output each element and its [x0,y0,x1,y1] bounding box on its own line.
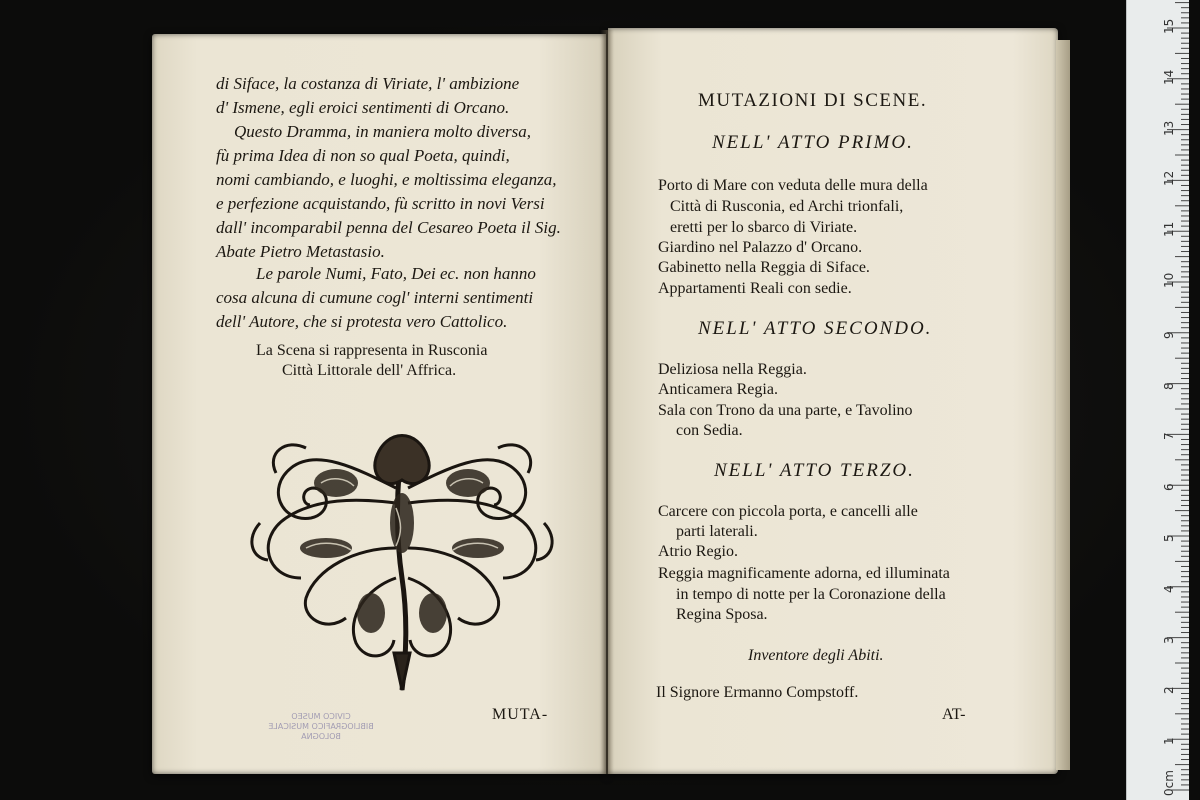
scene-line: Porto di Mare con veduta delle mura della [658,177,928,194]
scene-line: Gabinetto nella Reggia di Siface. [658,259,870,276]
stamp-line: CIVICO MUSEO [291,712,351,721]
left-text-line: Questo Dramma, in maniera molto diversa, [234,122,532,141]
scene-line: con Sedia. [676,422,743,439]
scene-line: parti laterali. [676,523,758,540]
library-stamp [246,712,396,762]
left-text-line: fù prima Idea di non so qual Poeta, quindi, [216,146,510,165]
page-title: MUTAZIONI DI SCENE. [698,90,928,111]
act-heading: NELL' ATTO PRIMO. [712,132,914,153]
ruler-number: 6 [1162,483,1176,492]
costume-designer: Il Signore Ermanno Compstoff. [656,684,859,701]
ruler-number: 8 [1162,381,1176,390]
ruler-number: 9 [1162,331,1176,339]
note-line: Le parole Numi, Fato, Dei ec. non hanno [256,264,536,283]
act-heading: NELL' ATTO SECONDO. [698,318,933,339]
scene-line: Giardino nel Palazzo d' Orcano. [658,239,863,256]
scene-line: Anticamera Regia. [658,381,778,398]
scene-line: in tempo di notte per la Coronazione della [676,586,946,603]
stamp-line: BOLOGNA [301,732,341,741]
ruler-number: 3 [1162,635,1176,644]
left-text-line: e perfezione acquistando, fù scritto in novi Versi [216,194,545,213]
left-catchword: MUTA- [492,706,549,723]
ruler-number: 11 [1162,221,1176,238]
measuring-scale [1126,0,1189,800]
ruler-number: 15 [1162,18,1176,34]
ruler-number: 12 [1162,171,1176,187]
scene-line: Regina Sposa. [676,606,768,623]
scene-line: Sala con Trono da una parte, e Tavolino [658,402,913,419]
ruler-number: 10 [1162,272,1176,288]
left-text-line: nomi cambiando, e luoghi, e moltissima eleganza, [216,170,557,189]
left-text-line: Abate Pietro Metastasio. [216,242,385,261]
act-heading: NELL' ATTO TERZO. [714,460,915,481]
scene-line: eretti per lo sbarco di Viriate. [670,219,858,236]
book-gutter [600,30,614,774]
scene-line: Appartamenti Reali con sedie. [658,280,852,297]
ruler-number: 14 [1162,69,1176,85]
note-line: dell' Autore, che si protesta vero Cattolico. [216,312,508,331]
ruler-number: 2 [1162,686,1176,695]
ruler-number: 13 [1162,120,1176,136]
scene-line: Reggia magnificamente adorna, ed illuminata [658,565,950,582]
ruler-number: 1 [1162,737,1176,746]
note-line: cosa alcuna di cumune cogl' interni sentimenti [216,288,534,307]
scene-line: Deliziosa nella Reggia. [658,361,807,378]
scene-location-line: La Scena si rappresenta in Rusconia [256,342,488,359]
ruler-number: 4 [1162,585,1176,593]
scene-line: Atrio Regio. [658,543,738,560]
scene-line: Città di Rusconia, ed Archi trionfali, [670,198,904,215]
ruler-number: 7 [1162,432,1176,441]
costume-label: Inventore degli Abiti. [748,647,884,664]
left-text-line: dall' incomparabil penna del Cesareo Poeta il Sig. [216,218,561,237]
ornament-vignette [246,428,558,697]
left-text-line: d' Ismene, egli eroici sentimenti di Orcano. [216,98,510,117]
right-catchword: AT- [942,706,966,723]
scene-line: Carcere con piccola porta, e cancelli alle [658,503,918,520]
stamp-line: BIBLIOGRAFICO MUSICALE [268,722,374,731]
ruler-number: 5 [1162,534,1176,542]
scene-location-line: Città Littorale dell' Affrica. [282,362,457,379]
page-edge [1056,40,1070,770]
left-text-line: di Siface, la costanza di Viriate, l' ambizione [216,74,520,93]
ruler-unit: 0cm [1162,770,1176,796]
ruler-ticks [1127,0,1189,800]
